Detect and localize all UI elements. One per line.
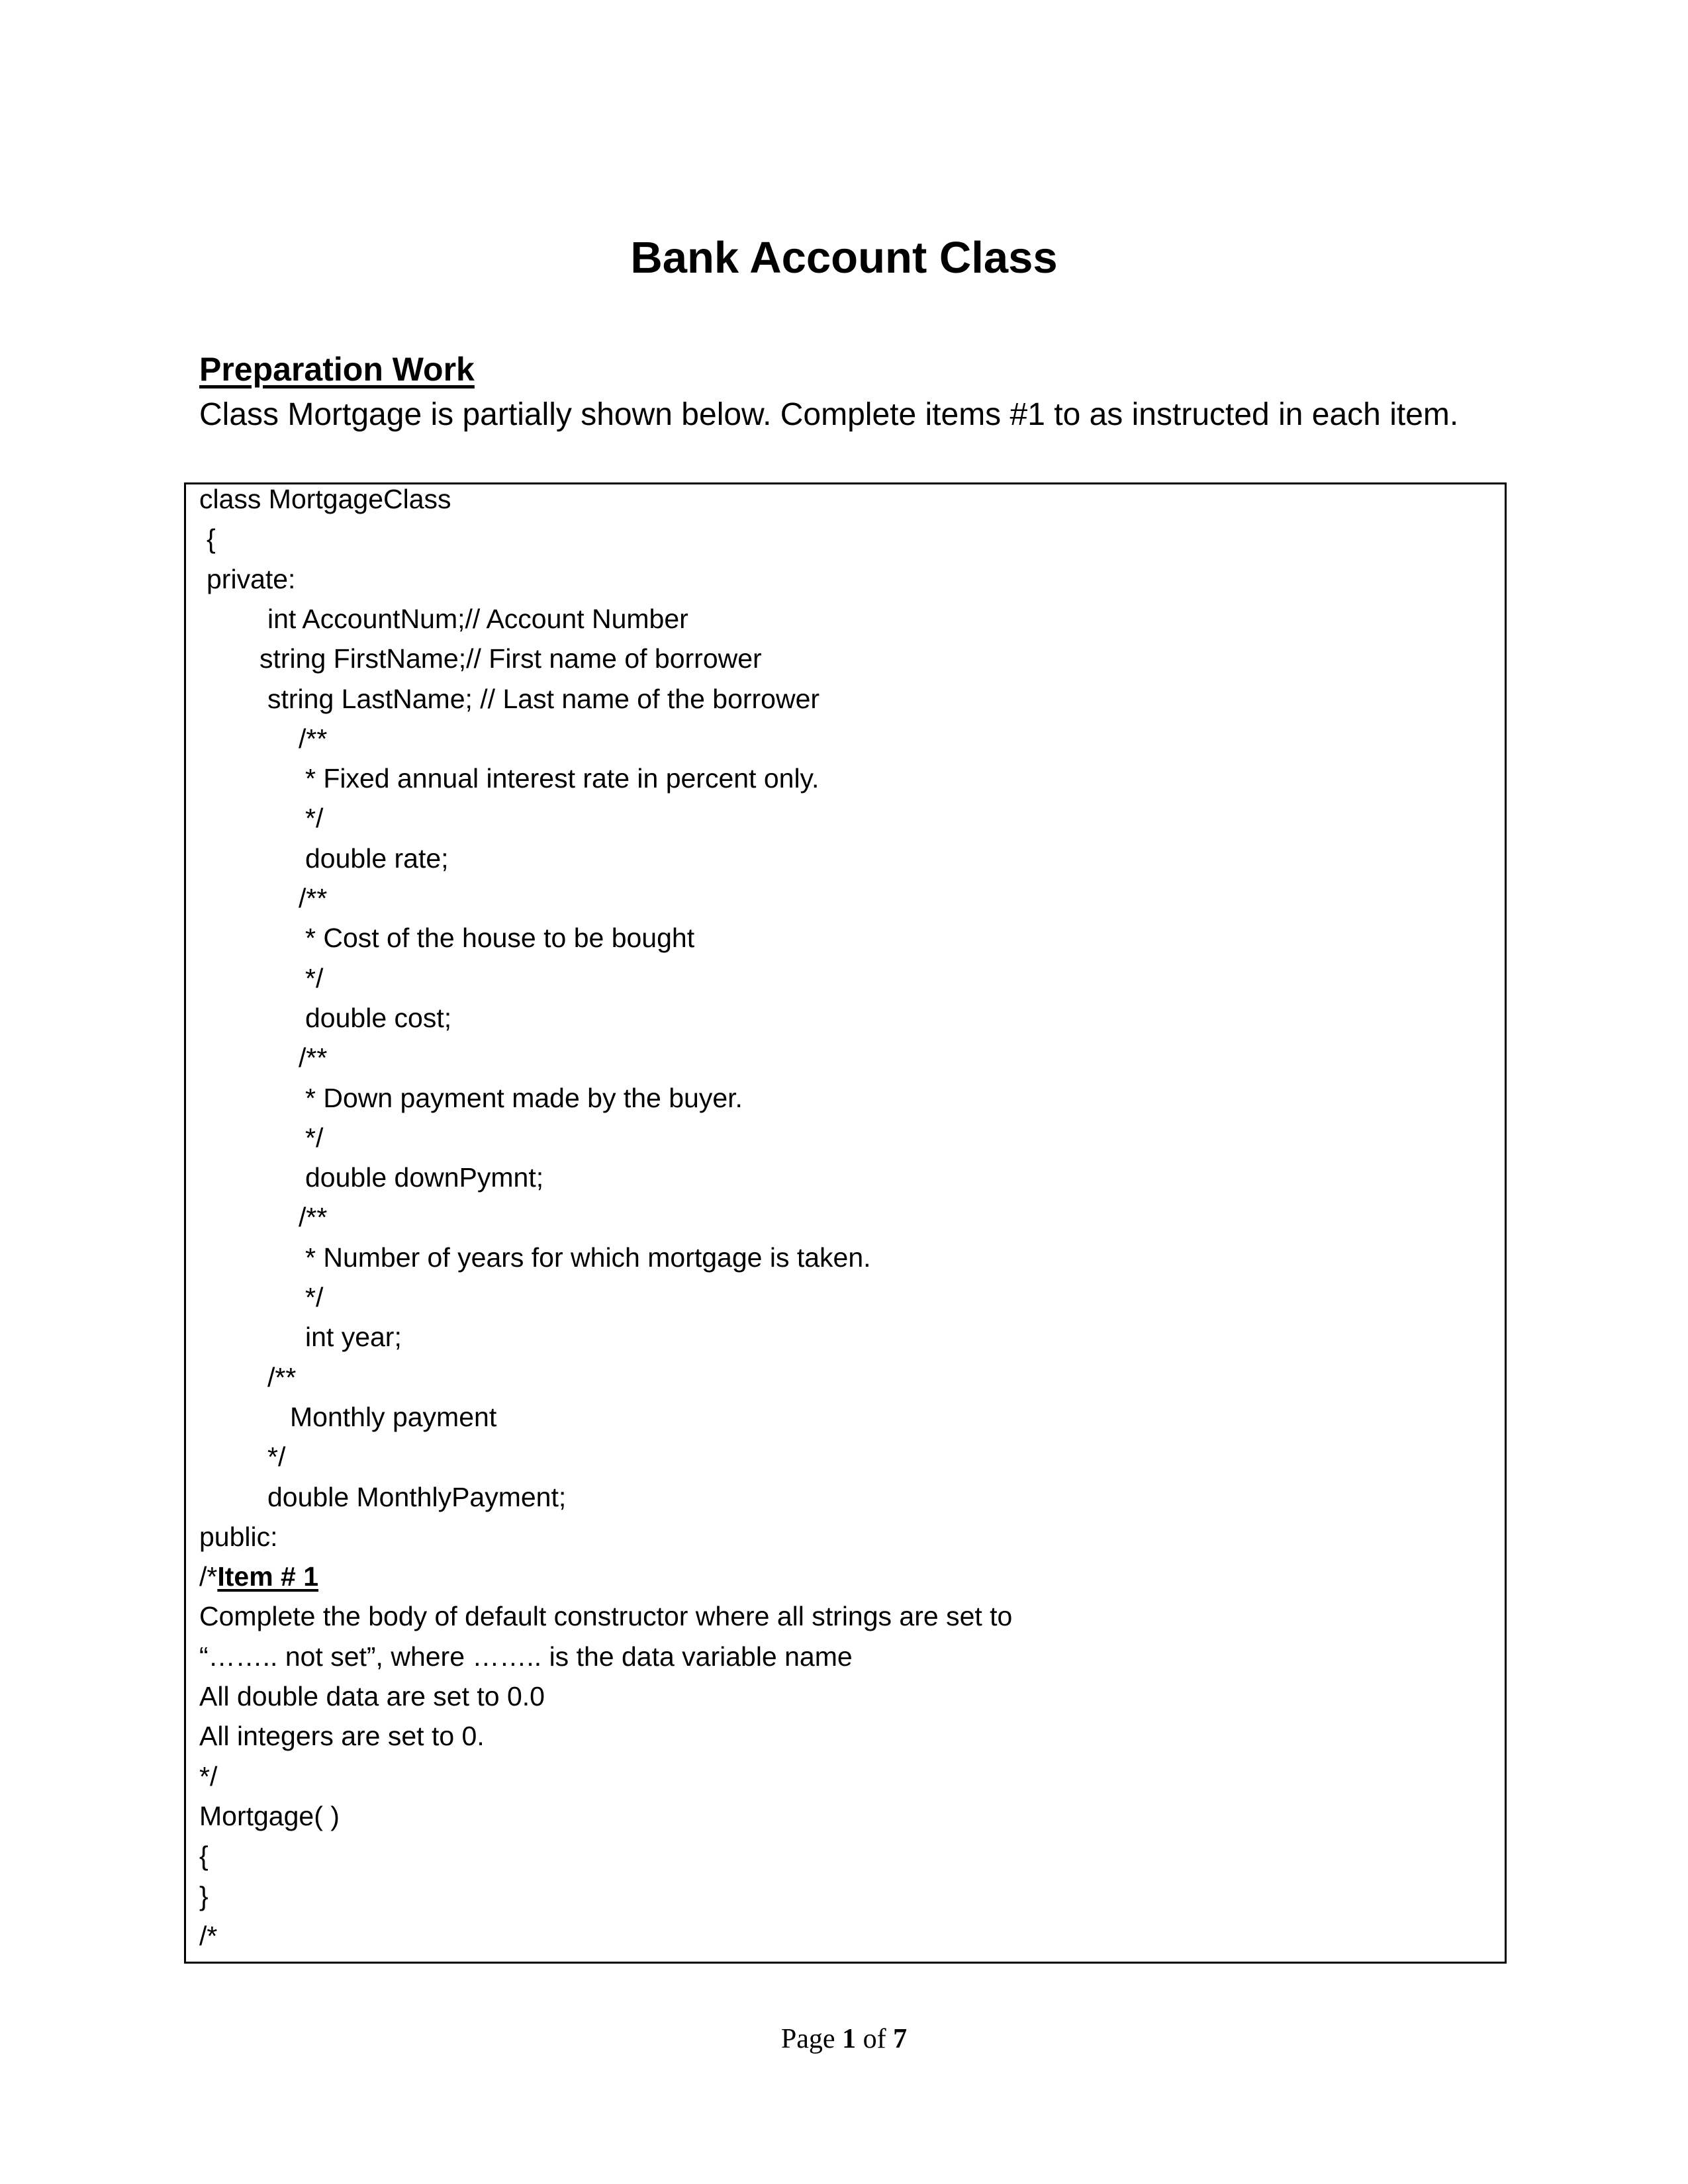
code-line	[267, 679, 820, 719]
code-line	[305, 1238, 871, 1277]
code-line-text: int AccountNum;// Account Number	[267, 603, 688, 634]
code-line-text: {	[207, 523, 216, 555]
code-line	[199, 1637, 853, 1676]
code-line-text: * Down payment made by the buyer.	[305, 1082, 743, 1113]
code-line-text: * Number of years for which mortgage is taken.	[305, 1242, 871, 1273]
code-line-text: “…….. not set”, where …….. is the data variable name	[199, 1641, 853, 1672]
code-line	[199, 1836, 209, 1876]
code-line	[299, 878, 327, 918]
item-label: Item # 1	[217, 1561, 319, 1592]
code-line-text: /**	[299, 1042, 328, 1073]
code-line	[207, 519, 216, 559]
code-line-text: */	[305, 803, 324, 834]
code-line	[199, 1517, 278, 1557]
code-line-text: }	[199, 1880, 209, 1911]
code-line-text: All integers are set to 0.	[199, 1721, 485, 1752]
code-line-text: */	[199, 1760, 218, 1792]
code-line-text: Mortgage( )	[199, 1800, 340, 1831]
code-line-text: Monthly payment	[290, 1401, 497, 1432]
code-line	[199, 1756, 217, 1796]
code-line	[305, 918, 694, 958]
code-line	[199, 1876, 209, 1916]
page-number: 1	[842, 2024, 857, 2054]
intro-paragraph: Class Mortgage is partially shown below. Complete items #1 to as instructed in each item.	[199, 397, 1459, 432]
code-line-text: */	[305, 962, 324, 993]
code-line-text: Complete the body of default constructor where all strings are set to	[199, 1601, 1013, 1632]
code-line	[305, 1118, 323, 1158]
document-title: Bank Account Class	[630, 233, 1058, 283]
code-line	[299, 1197, 327, 1237]
code-line	[199, 1596, 1012, 1636]
code-line	[267, 1357, 296, 1397]
code-line	[305, 958, 323, 998]
code-line-text: /**	[267, 1361, 297, 1392]
of-label: of	[863, 2024, 886, 2054]
code-line-text: private:	[207, 563, 296, 594]
code-line	[305, 798, 323, 838]
code-line	[290, 1397, 496, 1437]
code-line-text: All double data are set to 0.0	[199, 1681, 545, 1711]
code-line	[207, 559, 295, 599]
code-line-text: /**	[299, 883, 328, 913]
code-line-text: string LastName; // Last name of the borrower	[267, 683, 820, 714]
code-line	[299, 719, 327, 758]
code-line	[199, 1916, 217, 1956]
code-line-text: string FirstName;// First name of borrower	[259, 643, 762, 674]
code-line-text: /*	[199, 1920, 218, 1951]
code-line	[267, 599, 688, 639]
code-line	[299, 1038, 327, 1077]
code-line	[267, 1477, 566, 1517]
code-line	[305, 1158, 543, 1197]
code-line-text: /*	[199, 1561, 218, 1592]
code-line-text: * Fixed annual interest rate in percent only.	[305, 763, 820, 794]
code-line	[199, 1676, 545, 1716]
code-line	[305, 758, 819, 798]
code-line-text: */	[267, 1441, 286, 1473]
code-line-text: double cost;	[305, 1002, 452, 1033]
code-line-text: /**	[299, 723, 328, 754]
code-line	[305, 1078, 743, 1118]
code-line-text: public:	[199, 1521, 278, 1552]
page-label: Page	[780, 2024, 835, 2054]
code-line-text: double downPymnt;	[305, 1162, 544, 1193]
code-line	[199, 1716, 485, 1756]
code-line-text: class MortgageClass	[199, 484, 451, 514]
code-line	[305, 839, 449, 878]
code-line	[199, 1557, 318, 1596]
page-footer	[0, 2022, 1688, 2056]
code-line-text: * Cost of the house to be bought	[305, 923, 695, 954]
code-line	[267, 1437, 285, 1477]
code-line	[199, 479, 451, 519]
page-total: 7	[893, 2024, 908, 2054]
code-line	[199, 1796, 340, 1836]
section-heading: Preparation Work	[199, 351, 475, 388]
code-line-text: int year;	[305, 1322, 402, 1353]
code-line-text: */	[305, 1122, 324, 1153]
code-line-text: */	[305, 1282, 324, 1312]
code-line-text: /**	[299, 1202, 328, 1233]
code-line-text: double MonthlyPayment;	[267, 1481, 567, 1512]
code-line	[259, 639, 762, 678]
code-line-text: {	[199, 1841, 209, 1872]
code-line-text: double rate;	[305, 842, 449, 874]
code-line	[305, 998, 451, 1038]
code-line	[305, 1317, 402, 1357]
code-line	[305, 1277, 323, 1317]
